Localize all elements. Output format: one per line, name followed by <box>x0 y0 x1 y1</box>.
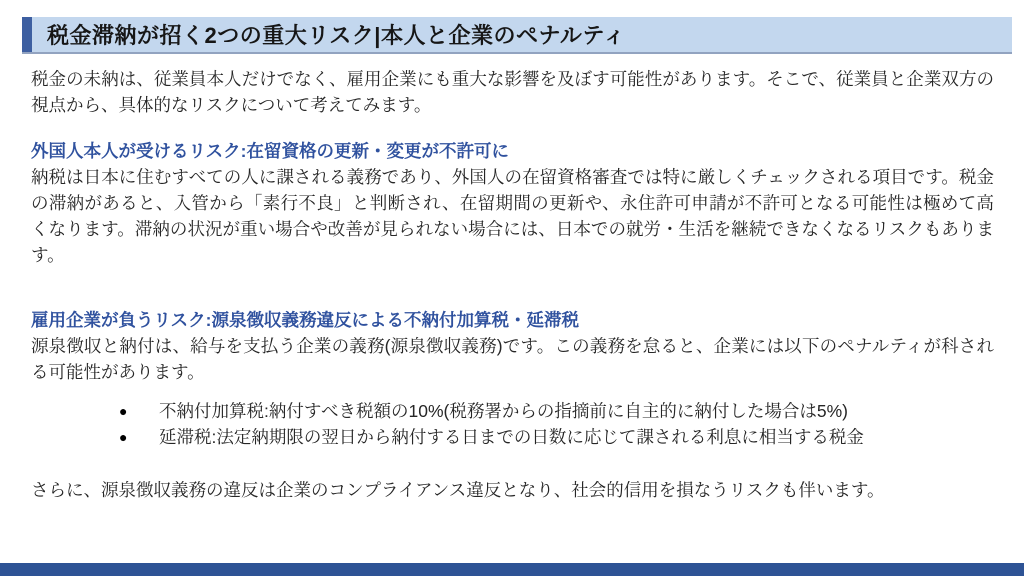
footer-accent-bar <box>0 563 1024 576</box>
bullet-text-entaizei: 延滞税:法定納期限の翌日から納付する日までの日数に応じて課される利息に相当する税金 <box>159 427 864 447</box>
penalty-bullet-list <box>119 398 994 450</box>
bullet-icon: ● <box>119 403 128 419</box>
bullet-icon: ● <box>119 429 128 445</box>
slide-content <box>31 66 994 503</box>
closing-paragraph: さらに、源泉徴収義務の違反は企業のコンプライアンス違反となり、社会的信用を損なうリスクも伴います。 <box>31 480 885 500</box>
title-bar <box>22 17 1012 54</box>
bullet-text-futsufu-kasanzei: 不納付加算税:納付すべき税額の10%(税務署からの指摘前に自主的に納付した場合は5%) <box>159 401 848 421</box>
list-item <box>119 398 994 424</box>
section-heading-individual-risk: 外国人本人が受けるリスク:在留資格の更新・変更が不許可に <box>31 141 509 161</box>
section-body-individual-risk: 納税は日本に住むすべての人に課される義務であり、外国人の在留資格審査では特に厳しくチェックされる項目です。税金の滞納があると、入管から「素行不良」と判断され、在留期間の更新や、永住許可申請が不許可となる可能性は極めて高くなります。滞納の状況が重い場合や改善が見られない場合には、日本での就労・生活を継続できなくなるリスクもあります。 <box>31 167 994 265</box>
section-heading-employer-risk: 雇用企業が負うリスク:源泉徴収義務違反による不納付加算税・延滞税 <box>31 310 579 330</box>
list-item <box>119 424 994 450</box>
title-accent-bar <box>22 17 32 52</box>
page-title: 税金滞納が招く2つの重大リスク|本人と企業のペナルティ <box>47 23 626 48</box>
intro-paragraph: 税金の未納は、従業員本人だけでなく、雇用企業にも重大な影響を及ぼす可能性があります。そこで、従業員と企業双方の視点から、具体的なリスクについて考えてみます。 <box>31 69 994 115</box>
section-body-employer-risk: 源泉徴収と納付は、給与を支払う企業の義務(源泉徴収義務)です。この義務を怠ると、企業には以下のペナルティが科される可能性があります。 <box>31 336 994 382</box>
